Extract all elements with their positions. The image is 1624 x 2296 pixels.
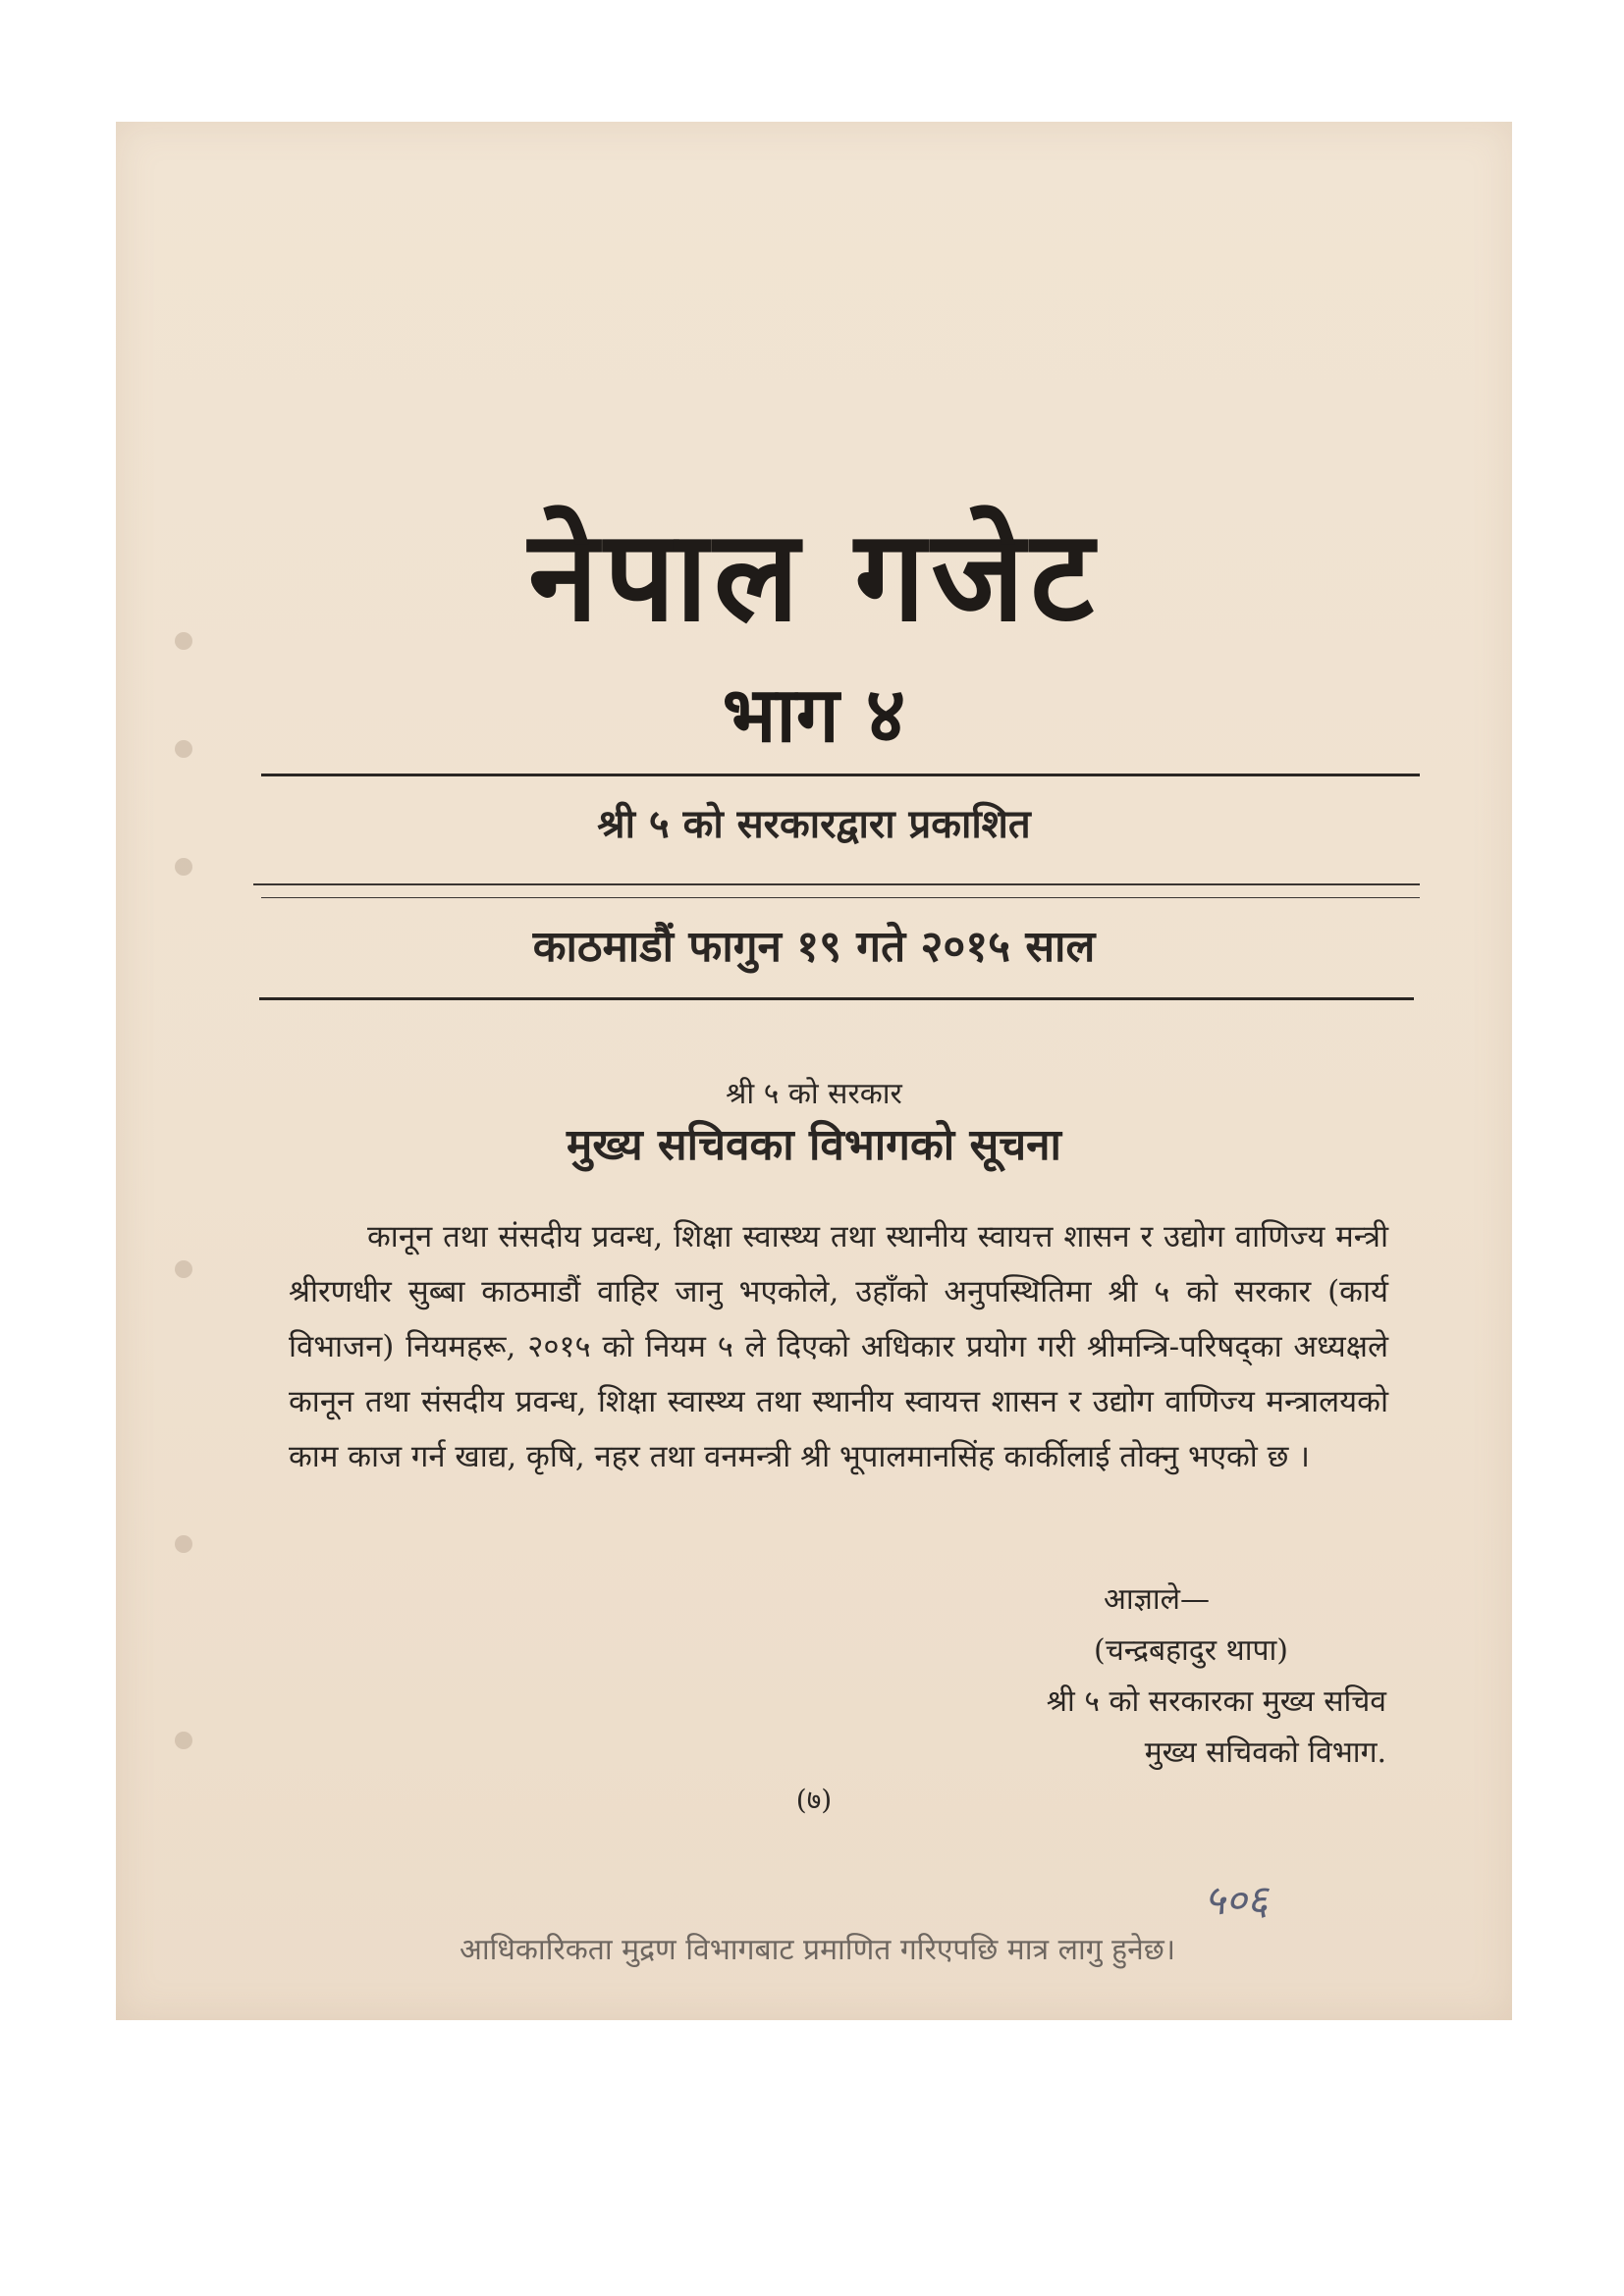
divider-middle [253,883,1420,885]
handwritten-number: ५०६ [1204,1876,1269,1924]
notice-body: कानून तथा संसदीय प्रवन्ध, शिक्षा स्वास्थ्य तथा स्थानीय स्वायत्त शासन र उद्योग वाणिज्य मन्त्री श्रीरणधीर सुब्बा काठमाडौं वाहिर जानु भएकोले, उहाँको अनुपस्थितिमा श्री ५ को सरकार (कार्य विभाजन) नियमहरू, २०१५ को नियम ५ ले दिएको अधिकार प्रयोग गरी श्रीमन्त्रि-परिषद्का अध्यक्षले कानून तथा संसदीय प्रवन्ध, शिक्षा स्वास्थ्य तथा स्थानीय स्वायत्त शासन र उद्योग वाणिज्य मन्त्रालयको काम काज गर्न खाद्य, कृषि, नहर तथा वनमन्त्री श्री भूपालमानसिंह कार्कीलाई तोक्नु भएको छ । [289,1219,1388,1474]
gazette-part: भाग ४ [722,671,906,760]
authority-note: आधिकारिकता मुद्रण विभागबाट प्रमाणित गरिएपछि मात्र लागु हुनेछ। [460,1933,1176,1967]
signatory-designation: श्री ५ को सरकारका मुख्य सचिव [1046,1684,1386,1719]
government-heading: श्री ५ को सरकार [726,1077,902,1111]
divider-middle-thin [261,897,1420,898]
signature-order: आज्ञाले— [1104,1582,1210,1617]
dateline: काठमाडौं फागुन १९ गते २०१५ साल [532,922,1096,972]
signature-block [837,1575,1386,1779]
signatory-office: मुख्य सचिवको विभाग. [1144,1735,1386,1770]
publisher-line: श्री ५ को सरकारद्वारा प्रकाशित [597,802,1031,847]
page-number: (७) [795,1784,833,1816]
gazette-page [116,122,1512,2020]
divider-top [261,774,1420,776]
divider-bottom [259,997,1414,1000]
signatory-name: (चन्द्रबहादुर थापा) [1094,1633,1288,1668]
notice-title: मुख्य सचिवका विभागको सूचना [567,1120,1061,1170]
gazette-title: नेपाल गजेट [528,504,1100,650]
